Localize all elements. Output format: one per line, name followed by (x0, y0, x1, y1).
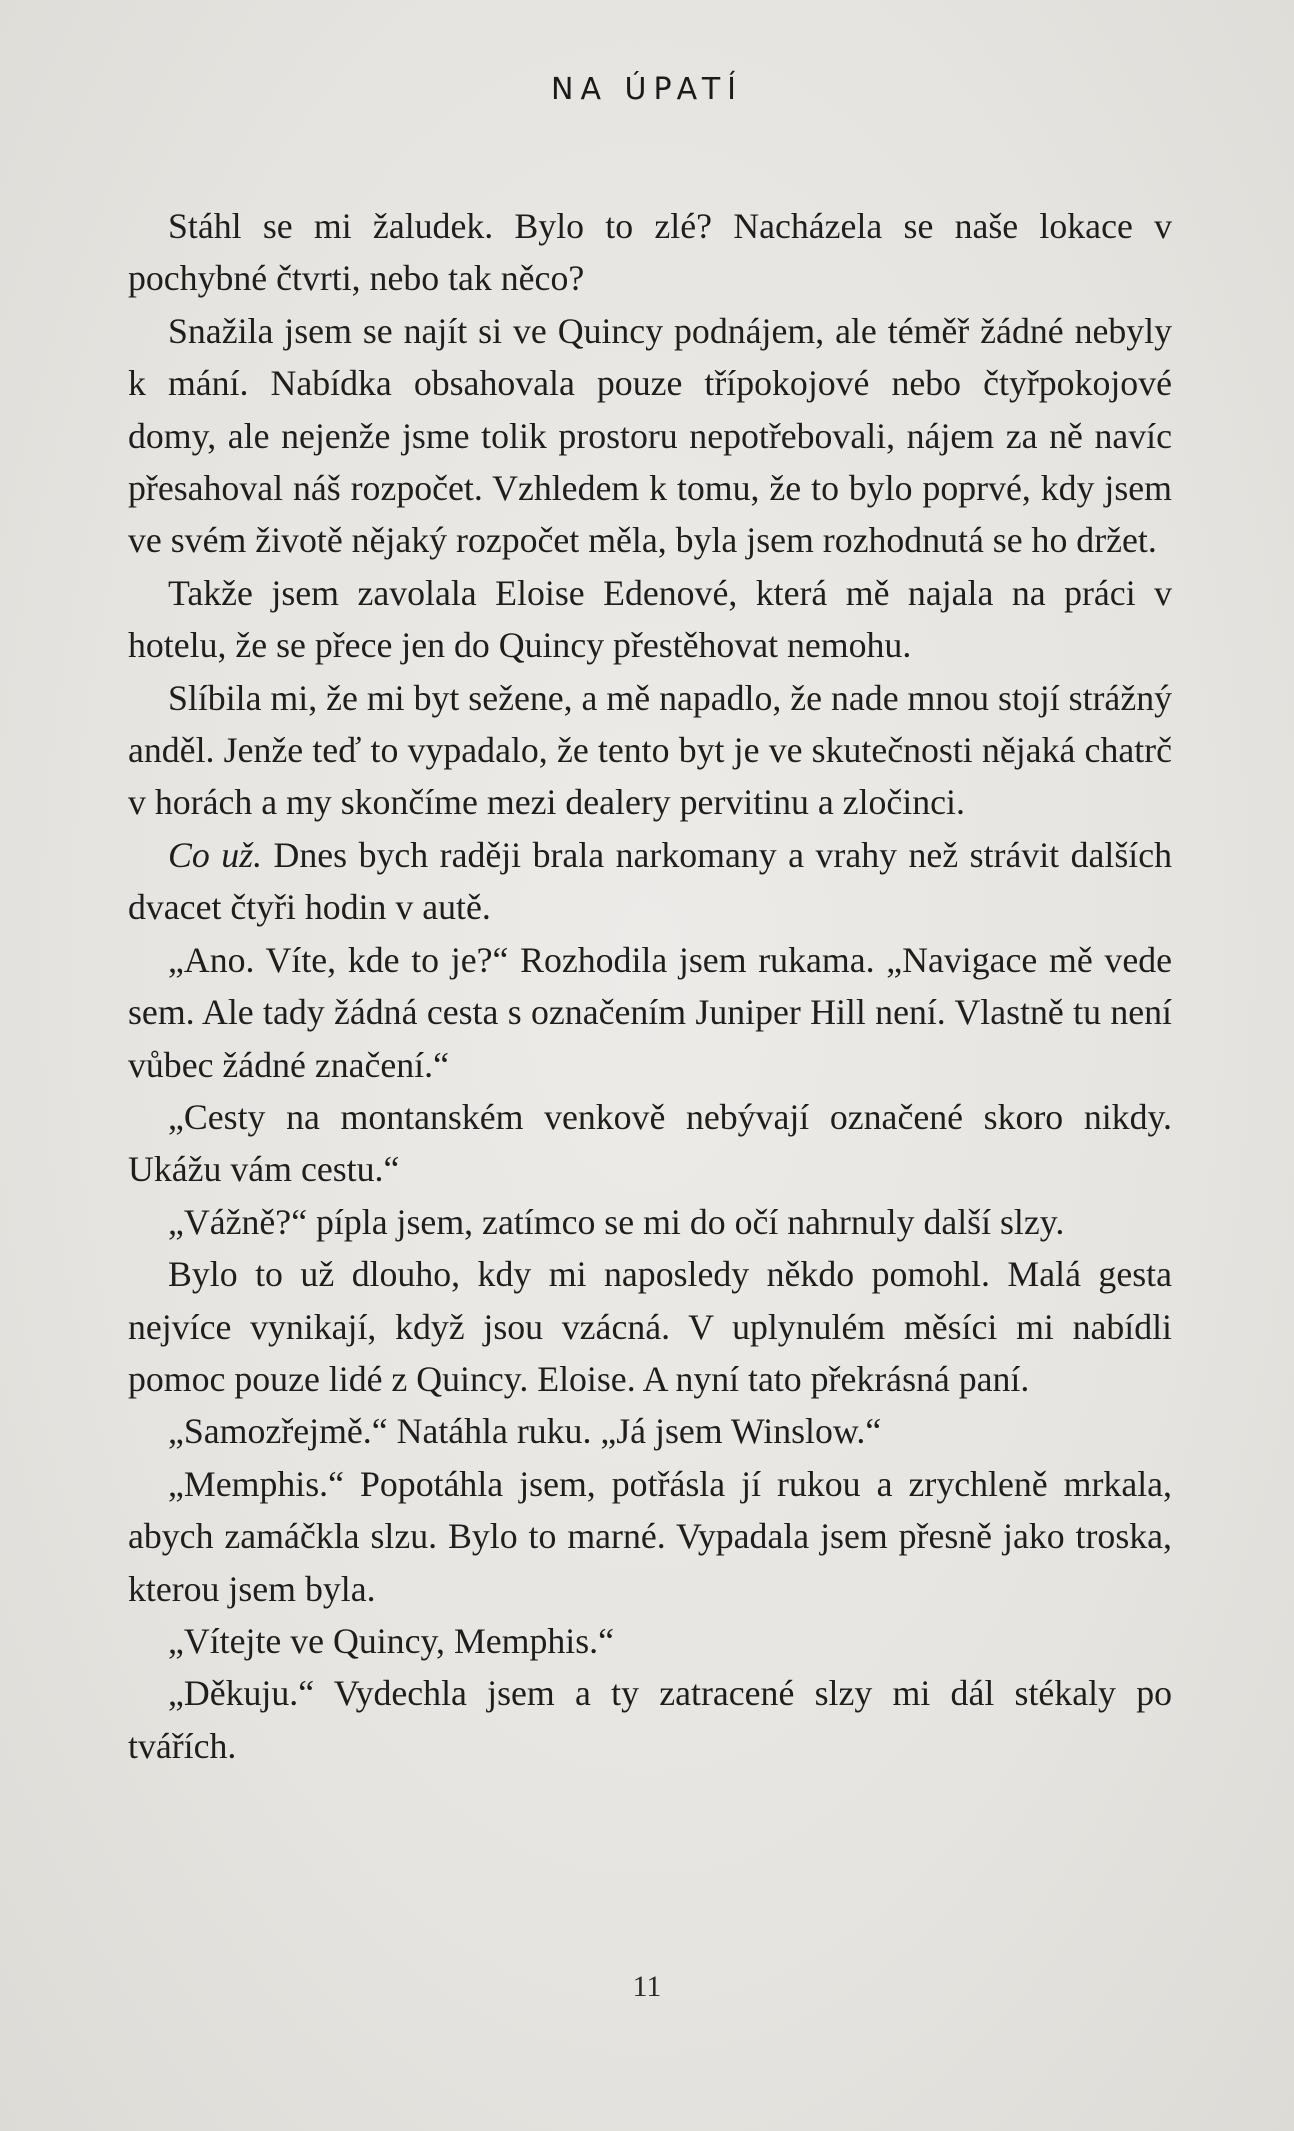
paragraph: „Vážně?“ pípla jsem, zatímco se mi do očí nahrnuly další slzy. (168, 1201, 1065, 1242)
paragraph: „Ano. Víte, kde to je?“ Rozhodila jsem rukama. „Navigace mě vede sem. Ale tady žádná cesta s označením Juniper Hill není. Vlastně tu není vůbec žádné značení.“ (128, 939, 1172, 1085)
paragraph-rest: Dnes bych raději brala narkomany a vrahy než strávit dalších dvacet čtyři hodin v autě. (128, 834, 1172, 928)
paragraph: „Vítejte ve Quincy, Memphis.“ (168, 1620, 615, 1661)
paragraph: Bylo to už dlouho, kdy mi naposledy někdo pomohl. Malá gesta nejvíce vynikají, když jsou vzácná. V uplynulém měsíci mi nabídli pomoc pouze lidé z Quincy. Eloise. A nyní tato překrásná paní. (128, 1254, 1172, 1399)
paragraph: Takže jsem zavolala Eloise Edenové, která mě najala na práci v hotelu, že se přece jen do Quincy přestěhovat nemohu. (128, 572, 1172, 666)
paragraph: „Cesty na montanském venkově nebývají označené skoro nikdy. Ukážu vám cestu.“ (128, 1096, 1172, 1190)
paragraph: Snažila jsem se najít si ve Quincy podnájem, ale téměř žádné nebyly k mání. Nabídka obsahovala pouze třípokojové nebo čtyřpokojové domy, ale nejenže jsme tolik prostoru nepotřebovali, nájem za ně navíc přesahoval náš rozpočet. Vzhledem k tomu, že to bylo poprvé, kdy jsem ve svém životě nějaký rozpočet měla, byla jsem rozhodnutá se ho držet. (128, 310, 1172, 561)
running-head: NA ÚPATÍ (551, 72, 743, 107)
page-number: 11 (632, 1970, 662, 2003)
paragraph (128, 829, 1172, 934)
paragraph: Stáhl se mi žaludek. Bylo to zlé? Nacházela se naše lokace v pochybné čtvrti, nebo tak něco? (128, 206, 1172, 299)
italic-lead: Co už. (168, 834, 263, 875)
body-text (128, 200, 1172, 1772)
paragraph: Slíbila mi, že mi byt sežene, a mě napadlo, že nade mnou stojí strážný anděl. Jenže teď to vypadalo, že tento byt je ve skutečnosti nějaká chatrč v horách a my skončíme mezi dealery pervitinu a zločinci. (128, 677, 1173, 823)
paragraph: „Memphis.“ Popotáhla jsem, potřásla jí rukou a zrychleně mrkala, abych zamáčkla slzu. Bylo to marné. Vypadala jsem přesně jako troska, kterou jsem byla. (128, 1463, 1172, 1609)
paragraph: „Samozřejmě.“ Natáhla ruku. „Já jsem Winslow.“ (168, 1411, 882, 1452)
paragraph: „Děkuju.“ Vydechla jsem a ty zatracené slzy mi dál stékaly po tvářích. (128, 1673, 1172, 1766)
